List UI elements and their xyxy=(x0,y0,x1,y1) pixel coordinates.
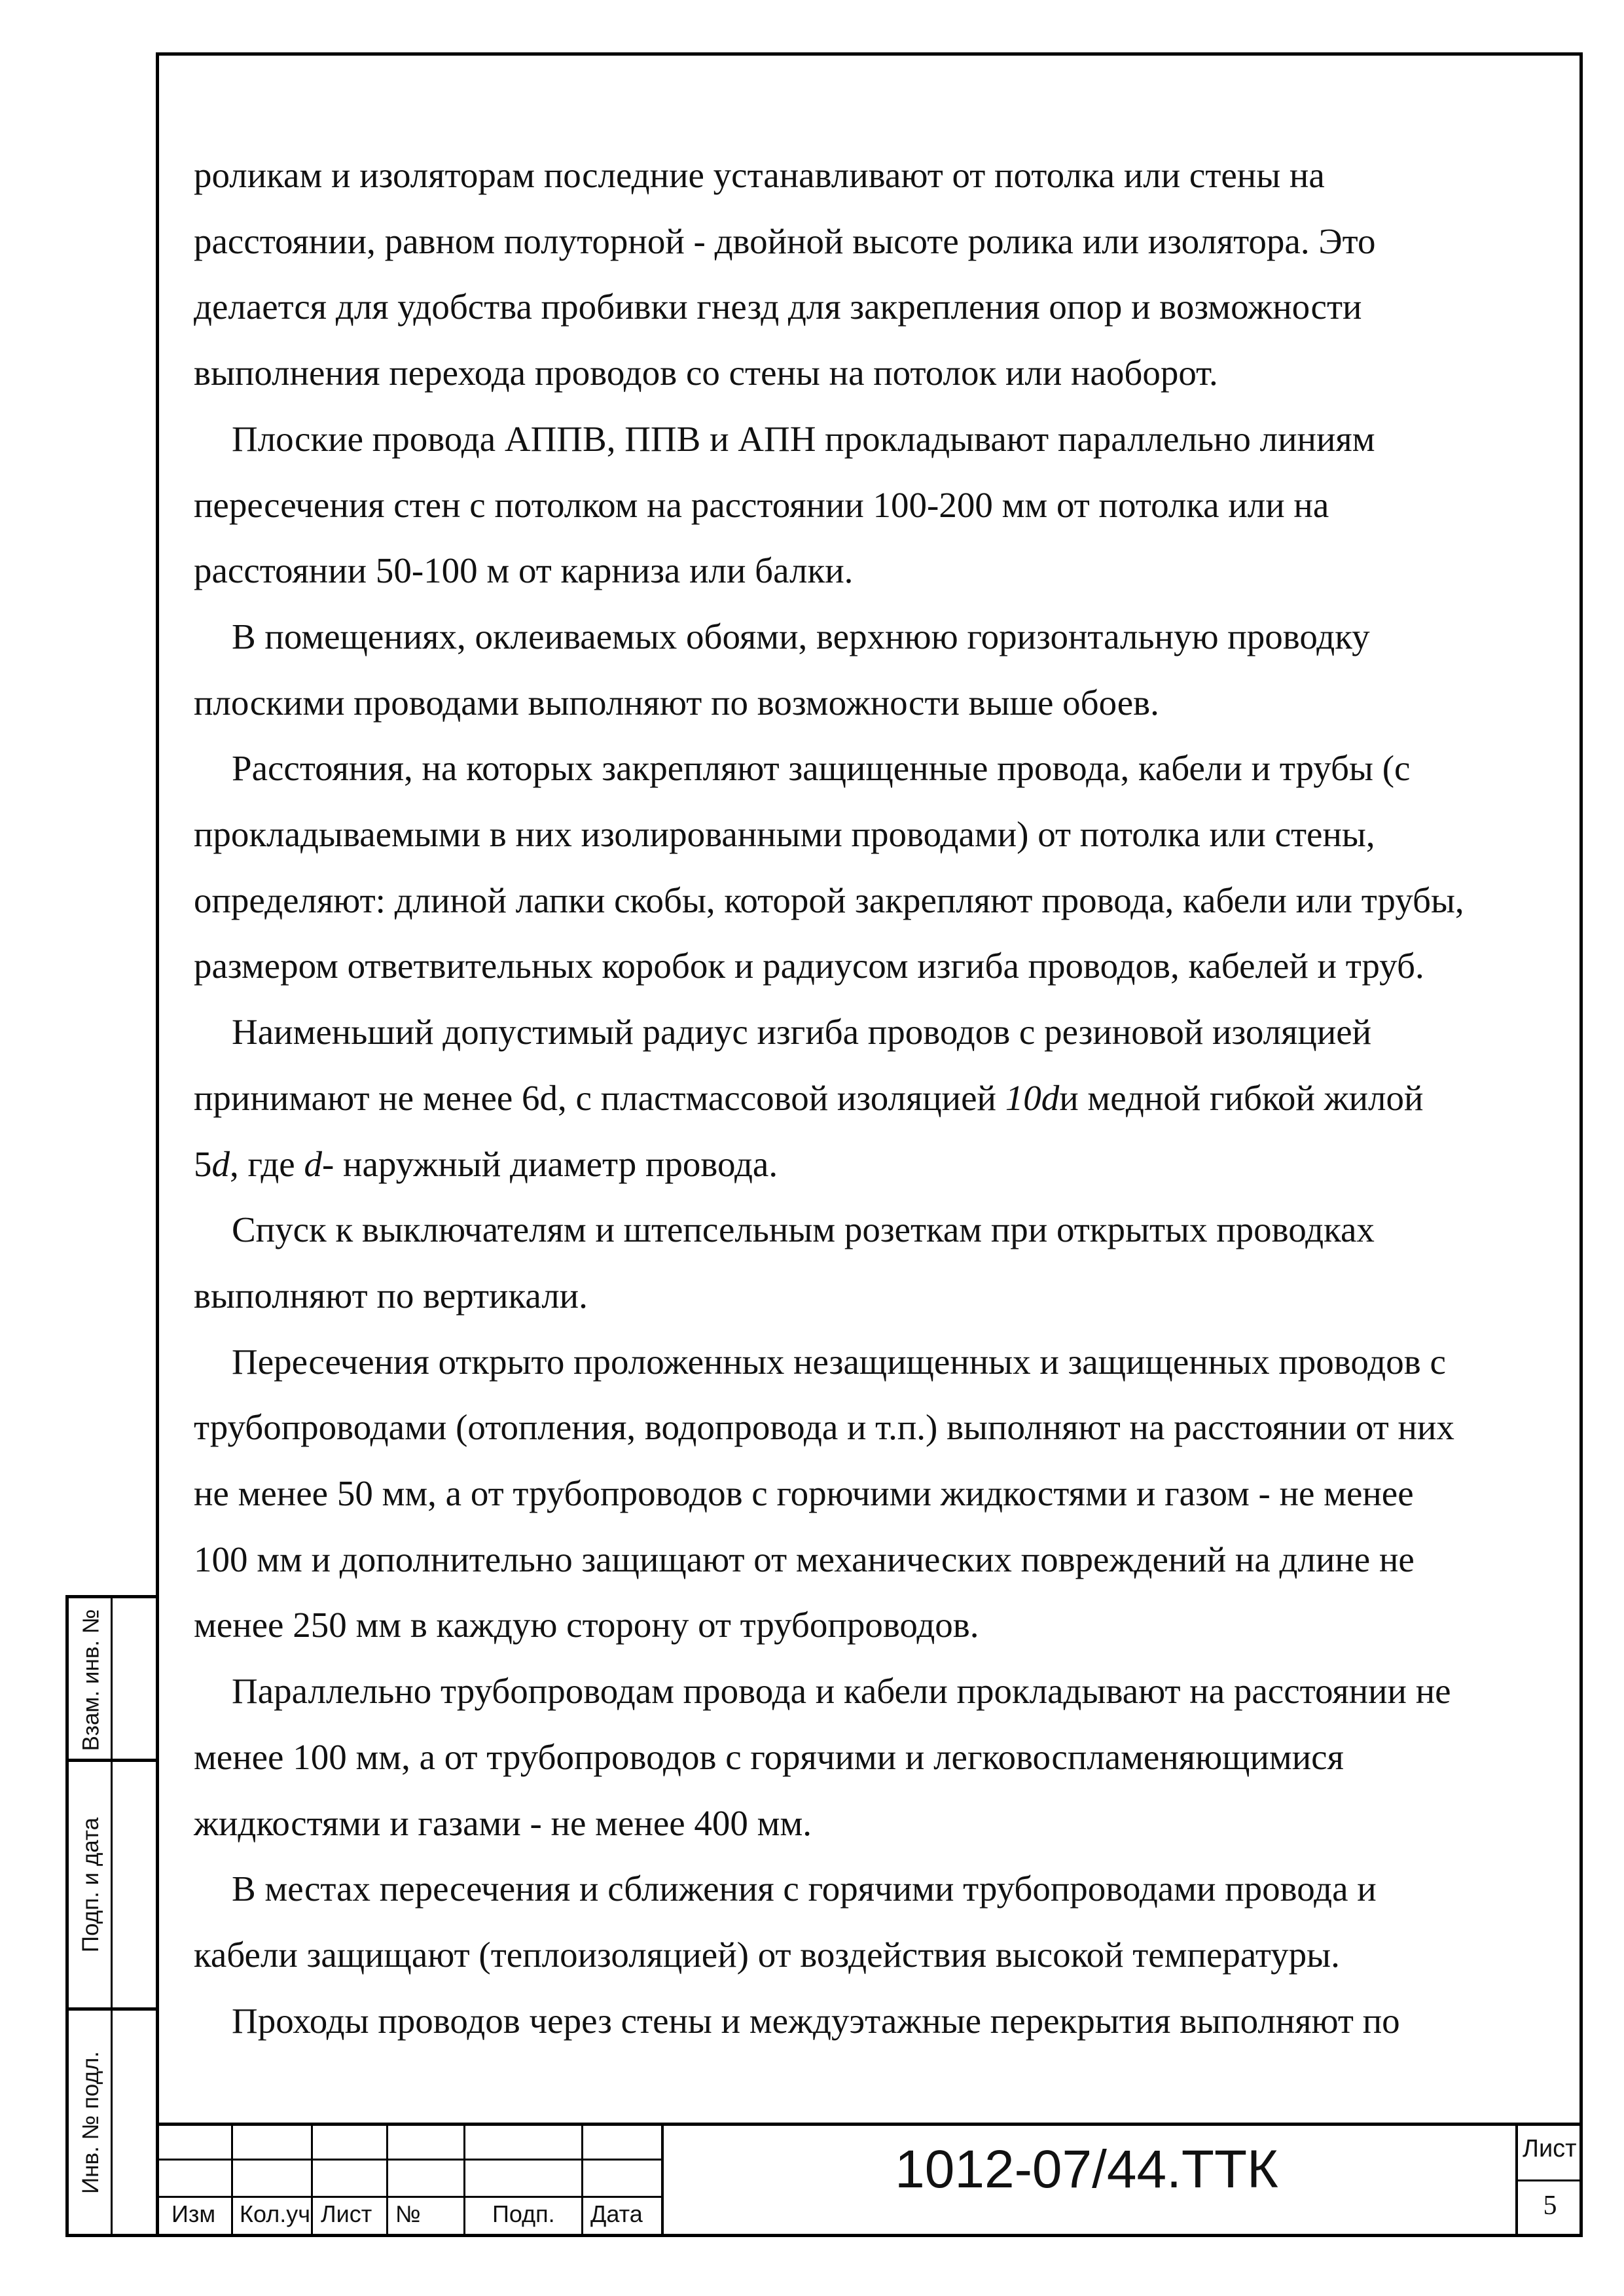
text-line: выполнения перехода проводов со стены на потолок или наоборот. xyxy=(194,353,1218,393)
side-divider xyxy=(111,1762,113,2007)
text-line: Плоские провода АППВ, ППВ и АПН прокладывают параллельно линиям xyxy=(232,418,1375,459)
text-line: Расстояния, на которых закрепляют защищенные провода, кабели и трубы (с xyxy=(232,748,1411,789)
text-line: Параллельно трубопроводам провода и кабели прокладывают на расстоянии не xyxy=(232,1671,1451,1712)
text-line: пересечения стен с потолком на расстоянии 100-200 мм от потолка или на xyxy=(194,484,1329,525)
side-cell-zam-inv xyxy=(65,1595,156,1762)
text-line: менее 100 мм, а от трубопроводов с горячими и легковоспламеняющимися xyxy=(194,1736,1344,1777)
paragraph-8 xyxy=(194,1659,1562,1856)
side-cell-inv-podl xyxy=(65,2011,156,2237)
side-label-text: Взам. инв. № xyxy=(78,1609,103,1751)
italic-term: 10d xyxy=(1005,1077,1060,1118)
side-label-podp-data xyxy=(73,1762,109,2007)
side-divider xyxy=(111,1598,113,1759)
side-divider xyxy=(111,2011,113,2234)
paragraph-2 xyxy=(194,406,1562,604)
text-line: жидкостями и газами - не менее 400 мм. xyxy=(194,1803,812,1843)
paragraph-7 xyxy=(194,1329,1562,1659)
text-line: расстоянии 50-100 м от карниза или балки. xyxy=(194,550,854,591)
col-label-izm: Изм xyxy=(171,2200,216,2227)
col-label-kol-uch: Кол.уч xyxy=(240,2200,310,2227)
text-line: В местах пересечения и сближения с горячими трубопроводами провода и xyxy=(232,1869,1377,1909)
text-line: Пересечения открыто проложенных незащищенных и защищенных проводов с xyxy=(232,1341,1446,1382)
side-label-zam-inv xyxy=(73,1598,109,1762)
sheet-label: Лист xyxy=(1523,2135,1577,2162)
document-body xyxy=(194,143,1562,2054)
text-line: и медной гибкой жилой xyxy=(1059,1077,1424,1118)
text-line: 5 xyxy=(194,1143,212,1184)
title-block-col-line xyxy=(311,2123,313,2237)
side-cell-podp-data xyxy=(65,1762,156,2011)
paragraph-4 xyxy=(194,736,1562,999)
title-block-row-line xyxy=(1515,2179,1583,2181)
text-line: роликам и изоляторам последние устанавливают от потолка или стены на xyxy=(194,155,1325,195)
side-stamp-strip xyxy=(65,1595,156,2237)
side-label-inv-podl xyxy=(73,2011,109,2234)
title-block-top-border xyxy=(156,2123,1583,2126)
document-code: 1012-07/44.ТТК xyxy=(895,2140,1278,2199)
text-line: выполняют по вертикали. xyxy=(194,1275,588,1316)
text-line: Проходы проводов через стены и междуэтажные перекрытия выполняют по xyxy=(232,2000,1400,2041)
col-label-list: Лист xyxy=(321,2200,372,2227)
text-line: менее 250 мм в каждую сторону от трубопроводов. xyxy=(194,1605,979,1645)
paragraph-10 xyxy=(194,1988,1562,2054)
text-line: трубопроводами (отопления, водопровода и т.п.) выполняют на расстоянии от них xyxy=(194,1407,1454,1448)
text-line: 100 мм и дополнительно защищают от механических повреждений на длине не xyxy=(194,1539,1415,1579)
text-line: принимают не менее 6d, с пластмассовой изоляцией xyxy=(194,1077,1005,1118)
paragraph-6 xyxy=(194,1197,1562,1329)
text-line: , где xyxy=(230,1143,304,1184)
text-line: размером ответвительных коробок и радиусом изгиба проводов, кабелей и труб. xyxy=(194,946,1424,986)
title-block-col-line xyxy=(463,2123,465,2237)
title-block-col-line xyxy=(231,2123,233,2237)
sheet-number: 5 xyxy=(1543,2191,1557,2221)
col-label-data: Дата xyxy=(590,2200,643,2227)
paragraph-1 xyxy=(194,143,1562,406)
text-line: плоскими проводами выполняют по возможности выше обоев. xyxy=(194,682,1159,723)
side-label-text: Подп. и дата xyxy=(78,1817,104,1952)
text-line: Наименьший допустимый радиус изгиба проводов с резиновой изоляцией xyxy=(232,1012,1372,1052)
col-label-podp: Подп. xyxy=(492,2200,555,2227)
text-line: расстоянии, равном полуторной - двойной высоте ролика или изолятора. Это xyxy=(194,221,1376,261)
title-block-col-line xyxy=(386,2123,388,2237)
text-line: - наружный диаметр провода. xyxy=(321,1143,778,1184)
italic-term: d xyxy=(211,1143,230,1184)
text-line: определяют: длиной лапки скобы, которой закрепляют провода, кабели или трубы, xyxy=(194,880,1464,920)
text-line: Спуск к выключателям и штепсельным розеткам при открытых проводках xyxy=(232,1210,1375,1250)
text-line: кабели защищают (теплоизоляцией) от воздействия высокой температуры. xyxy=(194,1934,1340,1975)
col-label-number: № xyxy=(395,2200,421,2227)
text-line: В помещениях, оклеиваемых обоями, верхнюю горизонтальную проводку xyxy=(232,616,1370,656)
paragraph-5 xyxy=(194,999,1562,1197)
text-line: не менее 50 мм, а от трубопроводов с горючими жидкостями и газом - не менее xyxy=(194,1473,1414,1514)
side-label-text: Инв. № подл. xyxy=(78,2051,104,2194)
text-line: прокладываемыми в них изолированными проводами) от потолка или стены, xyxy=(194,814,1375,855)
italic-term: d xyxy=(304,1143,322,1184)
title-block-col-line xyxy=(581,2123,583,2237)
paragraph-3 xyxy=(194,604,1562,736)
text-line: делается для удобства пробивки гнезд для закрепления опор и возможности xyxy=(194,287,1362,327)
paragraph-9 xyxy=(194,1856,1562,1988)
